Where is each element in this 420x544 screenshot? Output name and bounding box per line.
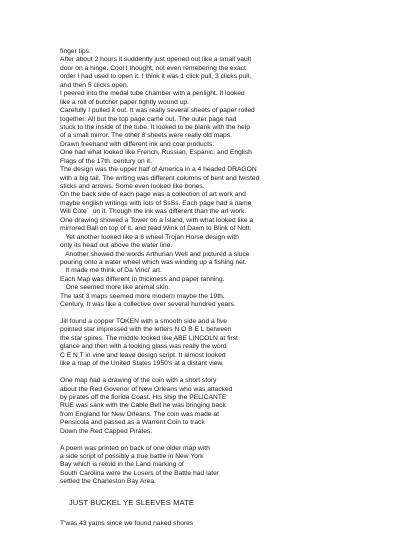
- text-line: Will Cote` on it. Though the ink was different than the art work.: [60, 208, 247, 216]
- text-line: the star spires. The middle looked like ABE LINCOLN at first: [60, 334, 238, 342]
- paragraph-spacer: [60, 511, 390, 519]
- text-line: Flags of the 17th. century on it.: [60, 157, 152, 165]
- text-line: A poem was printed on back of one older map with: [60, 444, 210, 452]
- text-line: The last 3 maps seemed more modern maybe the 19th.: [60, 292, 225, 300]
- text-line: order I had used to open it. I think it was 1 click pull, 3 clicks pull,: [60, 73, 252, 81]
- text-line: Another showed the words Arthurian Well and pictured a sluce: [60, 250, 250, 258]
- text-line: Jill found a copper TOKEN with a smooth side and a five: [60, 318, 228, 325]
- text-line: One drawing showed a Tower on a Island, with what looked like a: [60, 216, 254, 224]
- text-line: Each Map was different In thickness and paper tanning.: [60, 275, 225, 283]
- text-line: door on a hinge. Cool I thought, not even remebering the exact: [60, 64, 246, 72]
- text-line: RUE was sank with the Cable Bell he was bringing back: [60, 402, 226, 410]
- text-line: After about 2 hours it suddently just opened out like a small vault: [60, 56, 252, 64]
- text-line: a side script of possibly a true battle in New York: [60, 453, 204, 460]
- closing-line: T'was 43 yarns since we found naked shores: [60, 519, 194, 527]
- text-line: stuck to the inside of the tube. It looked to be blank with the help: [60, 123, 250, 131]
- text-line: Down the Red Capped Pirates.: [60, 427, 153, 435]
- text-line: C E N T in vine and leave design script. It almost looked: [60, 351, 226, 359]
- text-line: Drawn freehand with different ink and coal products.: [60, 140, 215, 148]
- text-line: One seemed more like animal skin.: [60, 284, 171, 292]
- text-line: like a map of the United States 1950's at a distant view.: [60, 360, 224, 368]
- paragraph-spacer: [60, 310, 390, 318]
- text-line: by pirates off the florida Coast. His ship the PELICANTE': [60, 393, 228, 401]
- text-line: sticks and arrows. Some even looked like bones.: [60, 183, 205, 190]
- text-line: from England for New Orleans. The coin was made at: [60, 410, 219, 418]
- text-line: of a small mirror. The other 8 sheets were really old maps.: [60, 132, 232, 140]
- text-line: One had what looked like French, Russian, Espanic, and English: [60, 149, 252, 157]
- paragraph-4: [60, 445, 390, 487]
- section-heading: JUST BUCKEL YE SLEEVES MATE: [60, 498, 195, 508]
- text-line: maybe english writings with lots of SsSs. Each page had a name: [60, 199, 252, 207]
- text-line: Century. It was like a collective over several hundred years.: [60, 301, 236, 309]
- text-line: finger tips.: [60, 48, 91, 55]
- paragraph-2: [60, 318, 390, 369]
- paragraph-3: [60, 377, 390, 436]
- text-line: like a roll of butcher paper tightly wound up.: [60, 98, 189, 106]
- text-line: One map had a drawing of the coin with a short story: [60, 377, 217, 385]
- document-page: [60, 48, 390, 528]
- paragraph-1: [60, 48, 390, 310]
- text-line: settled the Charleston Bay Area.: [60, 478, 156, 486]
- text-line: Carefully I pulled it out. It was really several sheets of paper rolled: [60, 107, 255, 115]
- paragraph-spacer: [60, 369, 390, 377]
- text-line: together. All but the top page came out. The outer page had: [60, 115, 237, 123]
- text-line: glance and then with a looking glass was really the word: [60, 343, 227, 351]
- text-line: Pensicola and passed as a Warrent Coin to track: [60, 419, 205, 427]
- text-line: mirrored Ball on top of it, and read Wink of Dawn to Blink of Nott.: [60, 225, 252, 233]
- text-line: pouring onto a water wheel which was winding up a fishing net.: [60, 258, 247, 266]
- text-line: only its head out above the water line.: [60, 242, 173, 250]
- text-line: South Carolina were the Losers of the Battle had later: [60, 469, 220, 477]
- text-line: with a big tail. The writing was different columns of bent and twisted: [60, 174, 260, 182]
- text-line: pointed star impressed with the letters N O B E L between: [60, 326, 232, 334]
- paragraph-spacer: [60, 436, 390, 444]
- paragraph-spacer: [60, 487, 390, 495]
- text-line: I peered into the medal tube chamber with a penlight. It looked: [60, 90, 245, 98]
- text-line: The design was the upper half of America in a 4 headed DRAGON: [60, 166, 257, 174]
- text-line: and then 5 clicks open.: [60, 81, 129, 89]
- text-line: It made me think of Da Vinci' art.: [60, 267, 162, 275]
- text-line: Bay which is retold in the Land marking of: [60, 461, 184, 469]
- text-line: On the back side of each page was a collection of art work and: [60, 191, 246, 199]
- text-line: about the Red Govenor of New Orleans who was attacked: [60, 385, 233, 393]
- text-line: Yet another looked like a 8 wheel Trojan Horse design with: [60, 233, 239, 241]
